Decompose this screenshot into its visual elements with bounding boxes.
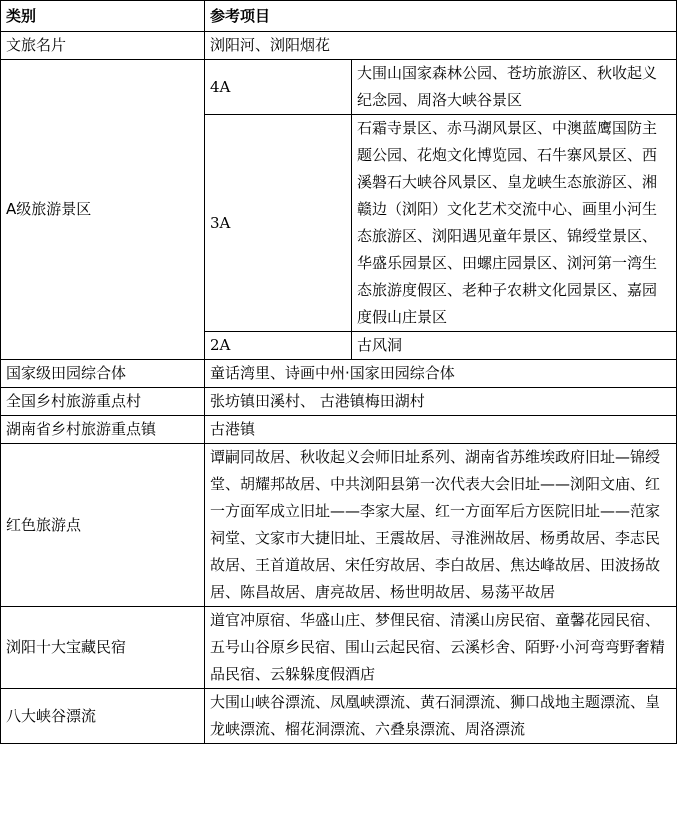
- category-cell: 浏阳十大宝藏民宿: [1, 607, 205, 689]
- grade-cell: 2A: [205, 332, 352, 360]
- items-cell: 古风洞: [352, 332, 677, 360]
- category-cell: 八大峡谷漂流: [1, 689, 205, 744]
- items-cell: 大围山峡谷漂流、凤凰峡漂流、黄石洞漂流、狮口战地主题漂流、皇龙峡漂流、榴花洞漂流、六叠泉漂流、周洛漂流: [205, 689, 677, 744]
- items-cell: 浏阳河、浏阳烟花: [205, 32, 677, 60]
- items-cell: 古港镇: [205, 416, 677, 444]
- table-row: [1, 60, 677, 115]
- category-cell: 湖南省乡村旅游重点镇: [1, 416, 205, 444]
- items-cell: 谭嗣同故居、秋收起义会师旧址系列、湖南省苏维埃政府旧址—锦绶堂、胡耀邦故居、中共浏阳县第一次代表大会旧址——浏阳文庙、红一方面军成立旧址——李家大屋、红一方面军后方医院旧址——范家祠堂、文家市大捷旧址、王震故居、寻淮洲故居、杨勇故居、李志民故居、王首道故居、宋任穷故居、李白故居、焦达峰故居、田波扬故居、陈昌故居、唐亮故居、杨世明故居、易荡平故居: [205, 444, 677, 607]
- table-row: [1, 388, 677, 416]
- table-row: [1, 416, 677, 444]
- table-row: [1, 32, 677, 60]
- category-cell: 全国乡村旅游重点村: [1, 388, 205, 416]
- items-cell: 石霜寺景区、赤马湖风景区、中澳蓝鹰国防主题公园、花炮文化博览园、石牛寨风景区、西溪磐石大峡谷风景区、皇龙峡生态旅游区、湘赣边（浏阳）文化艺术交流中心、画里小河生态旅游区、浏阳遇见童年景区、锦绶堂景区、华盛乐园景区、田螺庄园景区、浏河第一湾生态旅游度假区、老种子农耕文化园景区、嘉园度假山庄景区: [352, 115, 677, 332]
- category-cell: 文旅名片: [1, 32, 205, 60]
- grade-cell: 3A: [205, 115, 352, 332]
- items-cell: 张坊镇田溪村、 古港镇梅田湖村: [205, 388, 677, 416]
- table-row: [1, 689, 677, 744]
- category-cell: A级旅游景区: [1, 60, 205, 360]
- header-category: 类别: [1, 1, 205, 32]
- header-items: 参考项目: [205, 1, 677, 32]
- category-cell: 红色旅游点: [1, 444, 205, 607]
- category-cell: 国家级田园综合体: [1, 360, 205, 388]
- items-cell: 大围山国家森林公园、苍坊旅游区、秋收起义纪念园、周洛大峡谷景区: [352, 60, 677, 115]
- table-row: [1, 607, 677, 689]
- items-cell: 道官冲原宿、华盛山庄、梦俚民宿、清溪山房民宿、童馨花园民宿、五号山谷原乡民宿、围山云起民宿、云溪杉舍、陌野·小河弯弯野奢精品民宿、云躲躲度假酒店: [205, 607, 677, 689]
- table-header-row: [1, 1, 677, 32]
- items-cell: 童话湾里、诗画中州·国家田园综合体: [205, 360, 677, 388]
- table-row: [1, 360, 677, 388]
- table-row: [1, 444, 677, 607]
- grade-cell: 4A: [205, 60, 352, 115]
